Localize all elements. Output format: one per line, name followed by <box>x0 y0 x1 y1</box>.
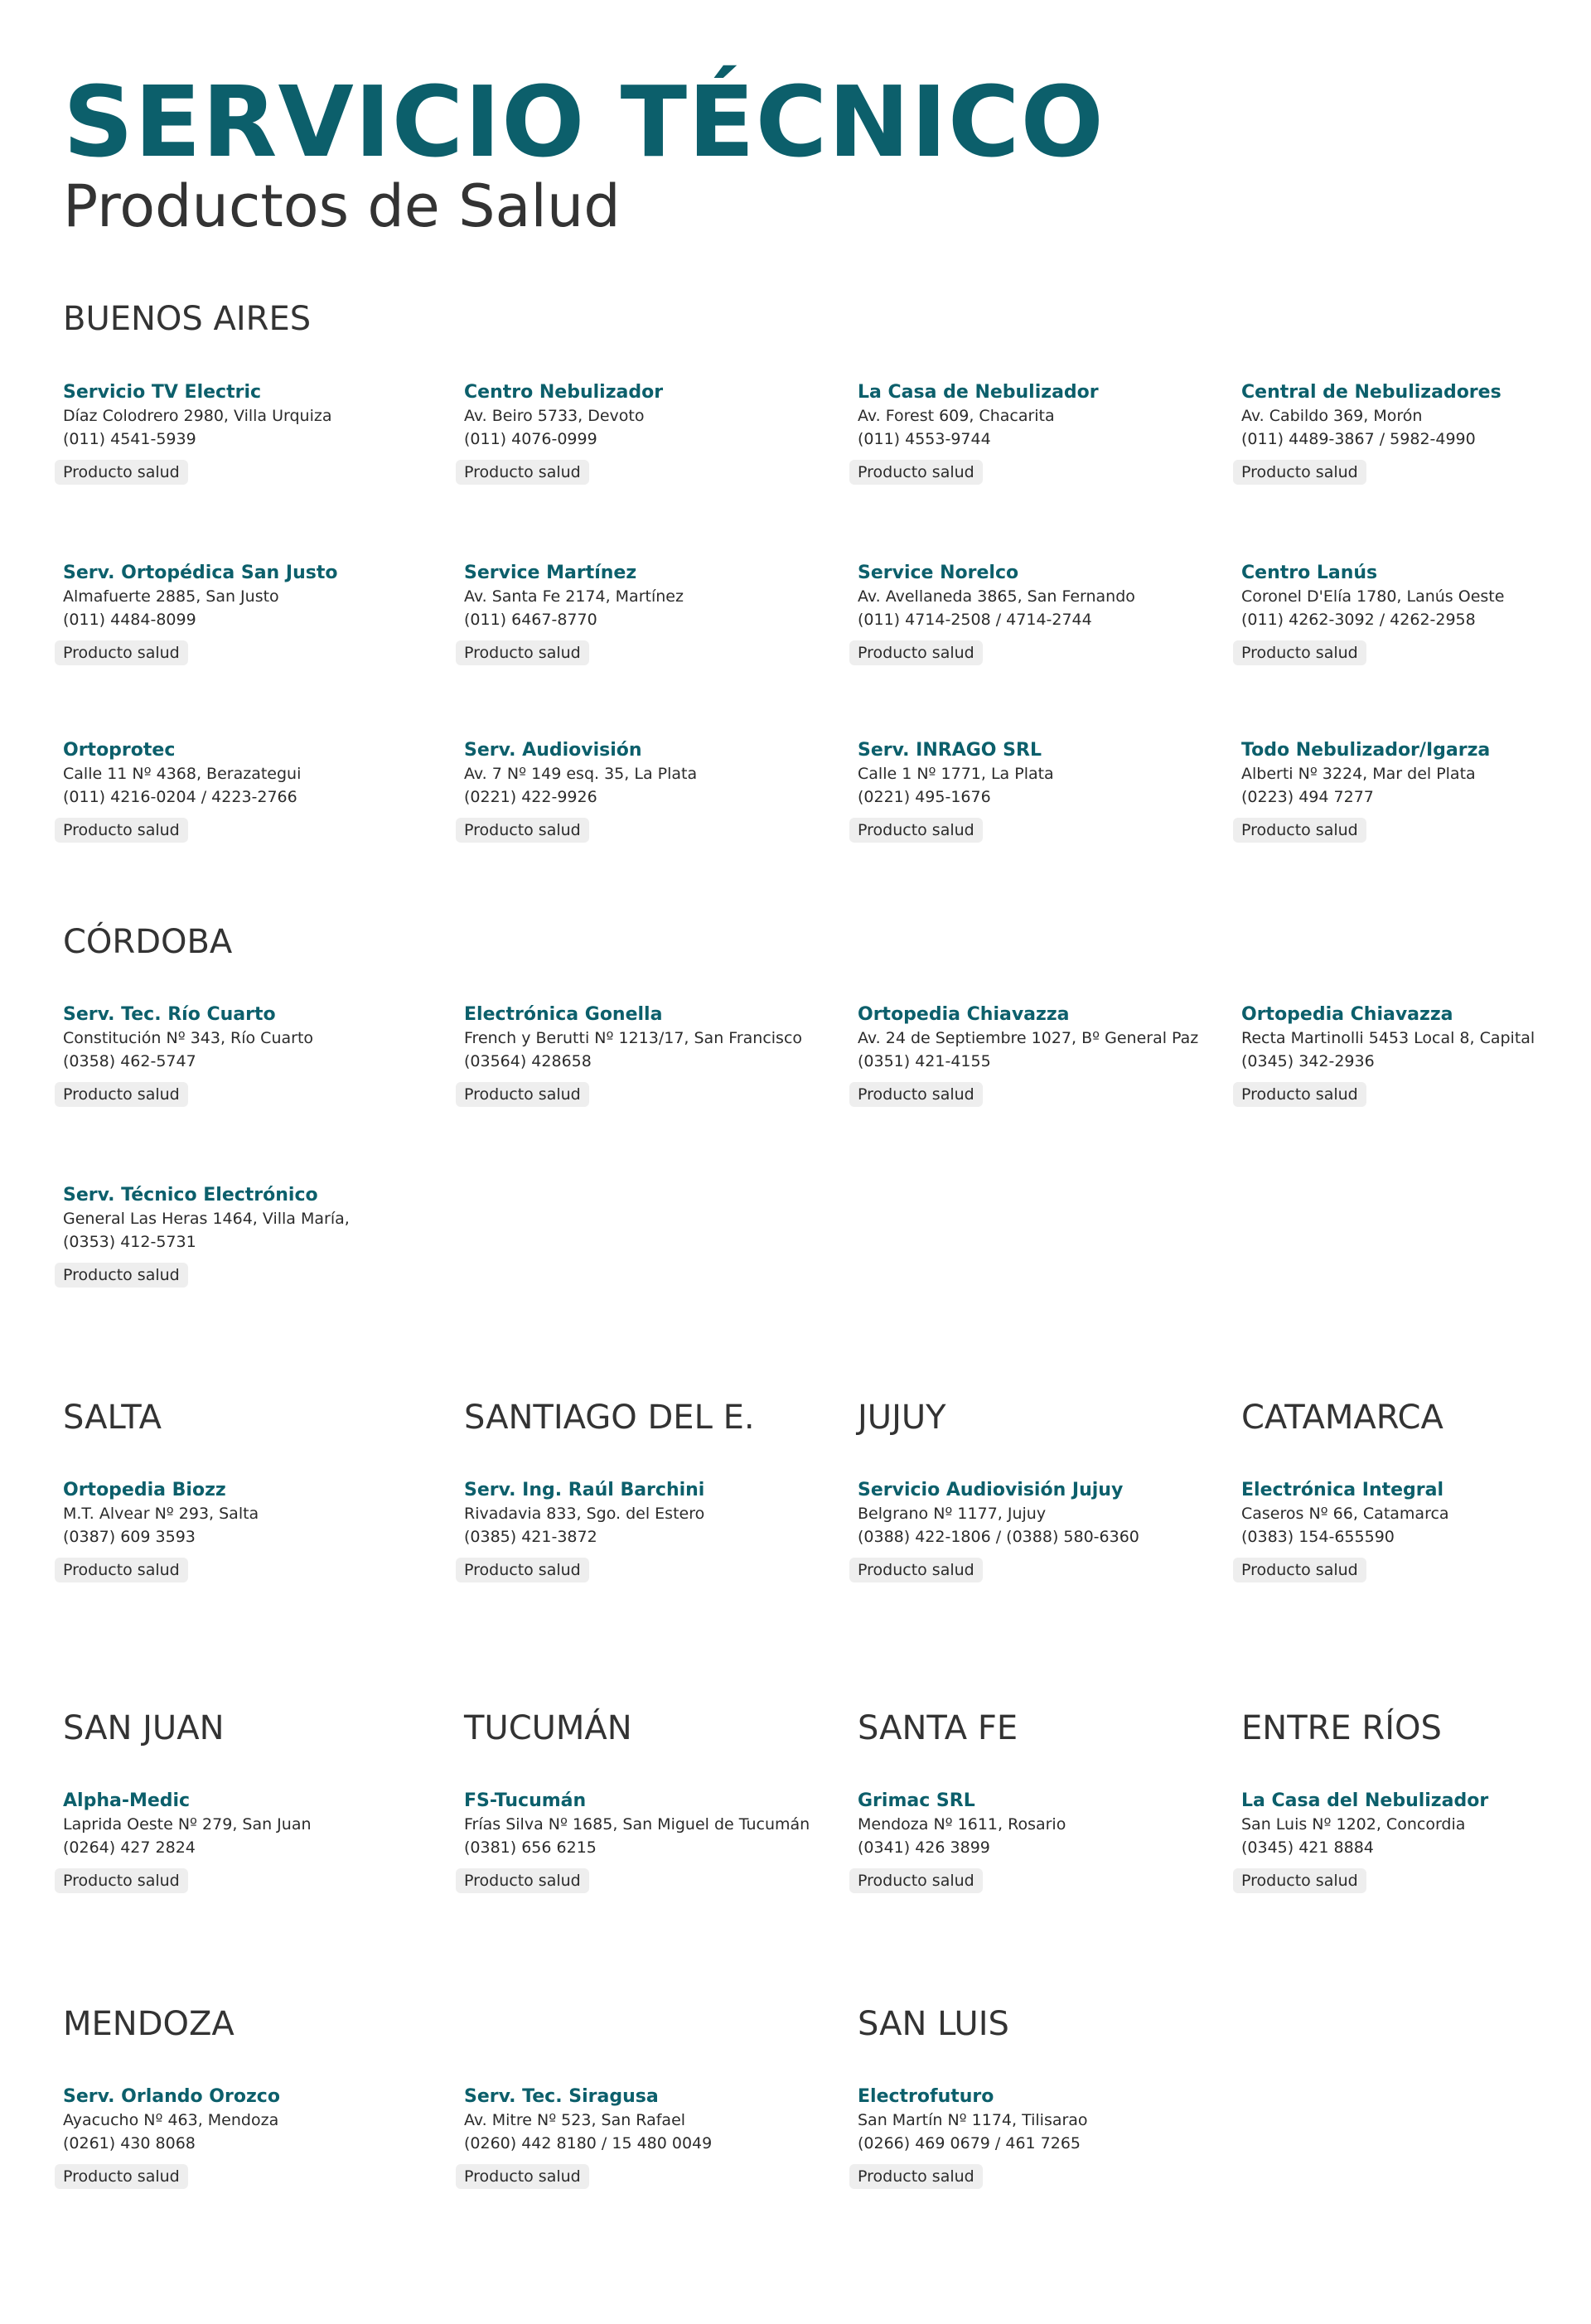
service-phone: (0387) 609 3593 <box>63 1528 196 1546</box>
product-tag: Producto salud <box>55 1263 188 1288</box>
service-name: La Casa del Nebulizador <box>1241 1790 1489 1811</box>
service-address: French y Berutti Nº 1213/17, San Francisco <box>464 1029 803 1047</box>
service-address: Av. 7 Nº 149 esq. 35, La Plata <box>464 765 698 783</box>
product-tag: Producto salud <box>55 460 188 485</box>
service-phone: (0345) 421 8884 <box>1241 1838 1374 1857</box>
service-name: Serv. Tec. Siragusa <box>464 2086 659 2107</box>
service-name: Todo Nebulizador/Igarza <box>1241 740 1491 761</box>
product-tag: Producto salud <box>1233 1082 1366 1107</box>
service-entry <box>1241 381 1591 485</box>
service-entry <box>858 381 1239 485</box>
service-address: Caseros Nº 66, Catamarca <box>1241 1505 1449 1523</box>
service-entry <box>63 1003 444 1107</box>
service-name: FS-Tucumán <box>464 1790 587 1811</box>
service-entry <box>63 562 444 665</box>
region-heading: SALTA <box>63 1399 162 1437</box>
service-name: Serv. Tec. Río Cuarto <box>63 1004 276 1025</box>
region-heading: SANTA FE <box>858 1709 1018 1747</box>
service-entry <box>464 1479 845 1582</box>
service-phone: (0358) 462-5747 <box>63 1052 196 1070</box>
service-phone: (0351) 421-4155 <box>858 1052 991 1070</box>
service-address: San Martín Nº 1174, Tilisarao <box>858 2111 1088 2129</box>
service-address: M.T. Alvear Nº 293, Salta <box>63 1505 259 1523</box>
service-entry <box>464 2085 845 2189</box>
service-name: Service Norelco <box>858 563 1019 583</box>
region-heading: SAN JUAN <box>63 1709 225 1747</box>
product-tag: Producto salud <box>55 1868 188 1893</box>
product-tag: Producto salud <box>1233 1868 1366 1893</box>
service-entry <box>63 381 444 485</box>
service-entry <box>464 381 845 485</box>
product-tag: Producto salud <box>456 1868 589 1893</box>
service-name: Centro Nebulizador <box>464 382 664 403</box>
service-name: La Casa de Nebulizador <box>858 382 1099 403</box>
service-phone: (0223) 494 7277 <box>1241 788 1374 806</box>
product-tag: Producto salud <box>456 1558 589 1582</box>
service-entry <box>1241 1003 1591 1107</box>
service-entry <box>858 562 1239 665</box>
service-address: Av. Avellaneda 3865, San Fernando <box>858 587 1135 606</box>
product-tag: Producto salud <box>456 818 589 843</box>
service-phone: (0264) 427 2824 <box>63 1838 196 1857</box>
region-heading: CÓRDOBA <box>63 923 233 961</box>
service-name: Serv. Técnico Electrónico <box>63 1185 318 1205</box>
service-phone: (0260) 442 8180 / 15 480 0049 <box>464 2134 713 2152</box>
service-phone: (0221) 495-1676 <box>858 788 991 806</box>
service-name: Electrónica Gonella <box>464 1004 663 1025</box>
service-phone: (011) 4484-8099 <box>63 611 196 629</box>
service-entry <box>63 1184 444 1288</box>
service-entry <box>858 1003 1239 1107</box>
page-title: SERVICIO TÉCNICO <box>63 65 1105 179</box>
product-tag: Producto salud <box>55 2164 188 2189</box>
region-heading: SANTIAGO DEL E. <box>464 1399 755 1437</box>
service-phone: (011) 4262-3092 / 4262-2958 <box>1241 611 1476 629</box>
service-address: Av. Mitre Nº 523, San Rafael <box>464 2111 686 2129</box>
product-tag: Producto salud <box>849 2164 983 2189</box>
service-name: Serv. Orlando Orozco <box>63 2086 280 2107</box>
product-tag: Producto salud <box>1233 460 1366 485</box>
page-subtitle: Productos de Salud <box>63 172 621 240</box>
service-phone: (011) 4216-0204 / 4223-2766 <box>63 788 297 806</box>
service-address: Av. Beiro 5733, Devoto <box>464 407 645 425</box>
service-name: Serv. Audiovisión <box>464 740 642 761</box>
service-phone: (0345) 342-2936 <box>1241 1052 1375 1070</box>
product-tag: Producto salud <box>849 1558 983 1582</box>
service-entry <box>1241 1790 1591 1893</box>
service-entry <box>858 739 1239 843</box>
service-phone: (011) 4541-5939 <box>63 430 196 448</box>
service-entry <box>63 739 444 843</box>
service-phone: (011) 4553-9744 <box>858 430 991 448</box>
service-phone: (0385) 421-3872 <box>464 1528 597 1546</box>
region-heading: JUJUY <box>858 1399 946 1437</box>
service-entry <box>63 1790 444 1893</box>
service-entry <box>464 562 845 665</box>
service-address: Calle 11 Nº 4368, Berazategui <box>63 765 302 783</box>
region-heading: ENTRE RÍOS <box>1241 1709 1442 1747</box>
service-entry <box>464 739 845 843</box>
service-phone: (0261) 430 8068 <box>63 2134 196 2152</box>
product-tag: Producto salud <box>55 1558 188 1582</box>
service-phone: (0381) 656 6215 <box>464 1838 597 1857</box>
region-heading: TUCUMÁN <box>464 1709 632 1747</box>
service-entry <box>858 2085 1239 2189</box>
service-address: General Las Heras 1464, Villa María, <box>63 1210 350 1228</box>
service-name: Ortopedia Biozz <box>63 1480 226 1500</box>
product-tag: Producto salud <box>849 818 983 843</box>
service-address: Almafuerte 2885, San Justo <box>63 587 279 606</box>
product-tag: Producto salud <box>1233 640 1366 665</box>
service-name: Grimac SRL <box>858 1790 975 1811</box>
product-tag: Producto salud <box>1233 1558 1366 1582</box>
service-name: Electrónica Integral <box>1241 1480 1444 1500</box>
service-address: Mendoza Nº 1611, Rosario <box>858 1815 1066 1834</box>
product-tag: Producto salud <box>849 1868 983 1893</box>
service-entry <box>63 2085 444 2189</box>
service-entry <box>1241 1479 1591 1582</box>
service-name: Electrofuturo <box>858 2086 994 2107</box>
service-name: Centro Lanús <box>1241 563 1378 583</box>
service-name: Serv. INRAGO SRL <box>858 740 1042 761</box>
service-address: Belgrano Nº 1177, Jujuy <box>858 1505 1047 1523</box>
product-tag: Producto salud <box>456 1082 589 1107</box>
region-heading: CATAMARCA <box>1241 1399 1444 1437</box>
service-phone: (0266) 469 0679 / 461 7265 <box>858 2134 1081 2152</box>
service-address: Laprida Oeste Nº 279, San Juan <box>63 1815 312 1834</box>
product-tag: Producto salud <box>849 1082 983 1107</box>
service-name: Alpha-Medic <box>63 1790 191 1811</box>
service-entry <box>858 1790 1239 1893</box>
service-name: Service Martínez <box>464 563 637 583</box>
service-address: Alberti Nº 3224, Mar del Plata <box>1241 765 1476 783</box>
service-address: Constitución Nº 343, Río Cuarto <box>63 1029 314 1047</box>
service-address: Coronel D'Elía 1780, Lanús Oeste <box>1241 587 1505 606</box>
service-name: Central de Nebulizadores <box>1241 382 1502 403</box>
service-phone: (011) 4489-3867 / 5982-4990 <box>1241 430 1476 448</box>
service-name: Serv. Ortopédica San Justo <box>63 563 338 583</box>
service-entry <box>63 1479 444 1582</box>
service-address: Frías Silva Nº 1685, San Miguel de Tucumán <box>464 1815 810 1834</box>
service-address: Ayacucho Nº 463, Mendoza <box>63 2111 279 2129</box>
service-phone: (0221) 422-9926 <box>464 788 597 806</box>
service-address: Av. Santa Fe 2174, Martínez <box>464 587 684 606</box>
service-address: Recta Martinolli 5453 Local 8, Capital <box>1241 1029 1535 1047</box>
service-phone: (0341) 426 3899 <box>858 1838 990 1857</box>
service-address: Díaz Colodrero 2980, Villa Urquiza <box>63 407 332 425</box>
service-phone: (03564) 428658 <box>464 1052 592 1070</box>
service-entry <box>1241 562 1591 665</box>
region-heading: MENDOZA <box>63 2005 235 2043</box>
product-tag: Producto salud <box>849 460 983 485</box>
service-name: Ortoprotec <box>63 740 176 761</box>
service-address: Calle 1 Nº 1771, La Plata <box>858 765 1054 783</box>
region-heading: SAN LUIS <box>858 2005 1009 2043</box>
service-name: Ortopedia Chiavazza <box>1241 1004 1453 1025</box>
service-phone: (0388) 422-1806 / (0388) 580-6360 <box>858 1528 1139 1546</box>
service-phone: (011) 4076-0999 <box>464 430 597 448</box>
service-entry <box>464 1790 845 1893</box>
service-address: Av. Cabildo 369, Morón <box>1241 407 1423 425</box>
service-address: Av. Forest 609, Chacarita <box>858 407 1055 425</box>
service-phone: (0383) 154-655590 <box>1241 1528 1395 1546</box>
service-phone: (0353) 412-5731 <box>63 1233 196 1251</box>
service-entry <box>1241 739 1591 843</box>
service-name: Serv. Ing. Raúl Barchini <box>464 1480 705 1500</box>
product-tag: Producto salud <box>849 640 983 665</box>
region-heading: BUENOS AIRES <box>63 300 312 338</box>
service-name: Ortopedia Chiavazza <box>858 1004 1070 1025</box>
service-name: Servicio Audiovisión Jujuy <box>858 1480 1124 1500</box>
product-tag: Producto salud <box>55 818 188 843</box>
service-address: Rivadavia 833, Sgo. del Estero <box>464 1505 705 1523</box>
service-address: Av. 24 de Septiembre 1027, Bº General Paz <box>858 1029 1199 1047</box>
product-tag: Producto salud <box>55 640 188 665</box>
service-entry <box>464 1003 845 1107</box>
product-tag: Producto salud <box>1233 818 1366 843</box>
product-tag: Producto salud <box>456 2164 589 2189</box>
product-tag: Producto salud <box>55 1082 188 1107</box>
product-tag: Producto salud <box>456 460 589 485</box>
service-entry <box>858 1479 1239 1582</box>
service-name: Servicio TV Electric <box>63 382 262 403</box>
product-tag: Producto salud <box>456 640 589 665</box>
service-address: San Luis Nº 1202, Concordia <box>1241 1815 1466 1834</box>
service-phone: (011) 6467-8770 <box>464 611 597 629</box>
service-phone: (011) 4714-2508 / 4714-2744 <box>858 611 1092 629</box>
